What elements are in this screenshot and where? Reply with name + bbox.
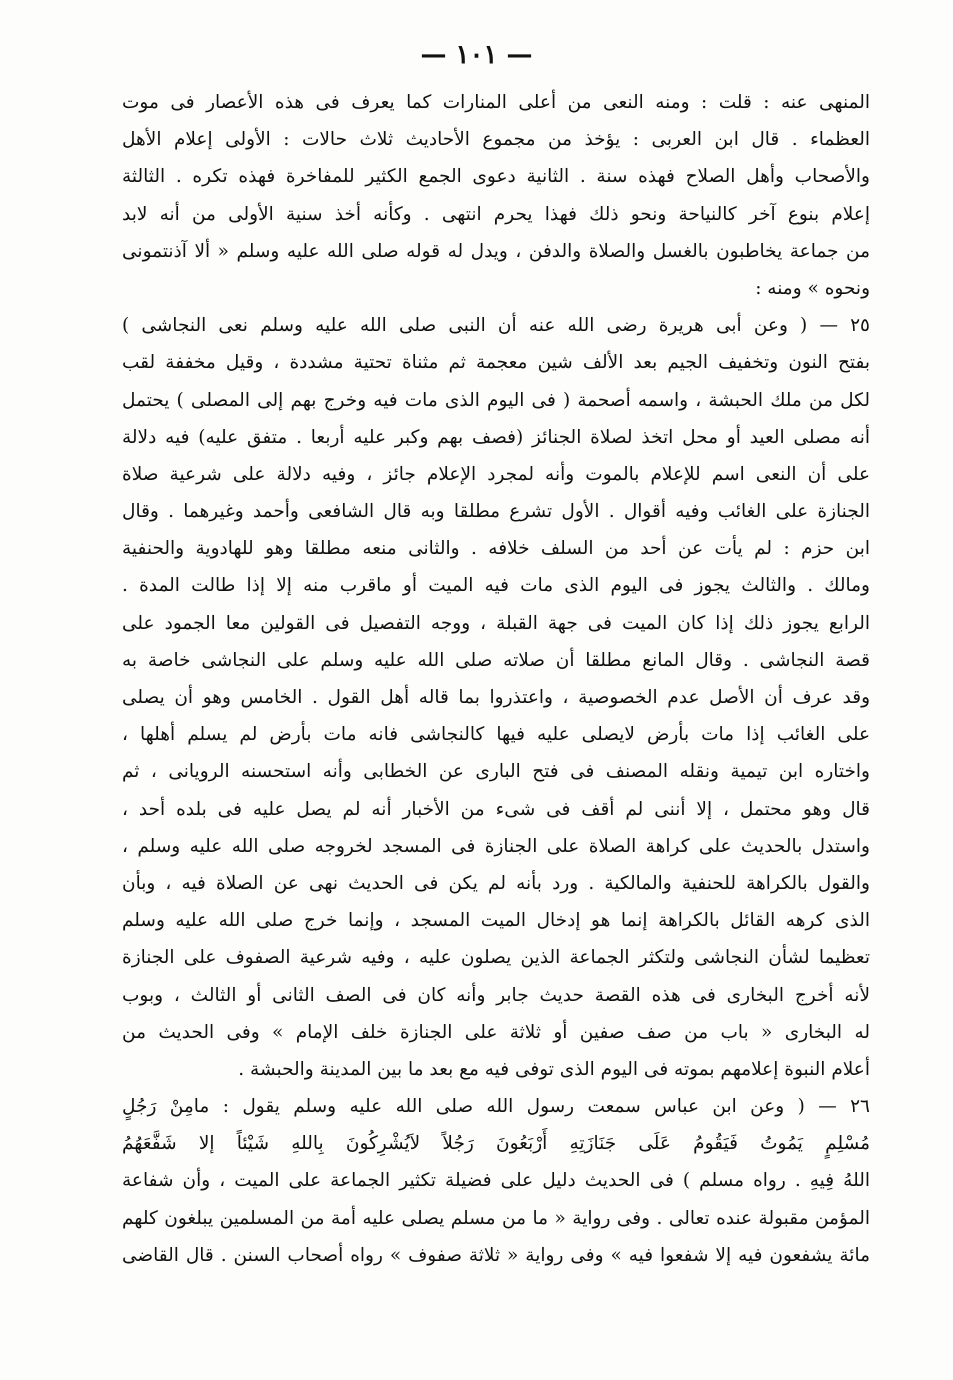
text-line: وقد عرف أن الأصل عدم الخصوصية ، واعتذروا بما قاله أهل القول . الخامس وهو أن يصلى [122,687,870,708]
text-line: الذى كرهه القائل بالكراهة إنما هو إدخال الميت المسجد ، وإنما خرج صلى الله عليه وسلم [122,910,870,932]
text-line: اللهُ فِيهِ . رواه مسلم ) فى الحديث دليل على فضيلة تكثير الجماعة على الميت ، وأن شفاعة [122,1170,870,1192]
text-line: ٢٦ — ( وعن ابن عباس سمعت رسول الله صلى الله عليه وسلم يقول : مامِنْ رَجُلٍ [122,1096,870,1118]
page-number: — ١٠١ — [420,40,533,70]
text-line: واستدل بالحديث على كراهة الصلاة على الجنازة فى المسجد لخروجه صلى الله عليه وسلم ، [122,835,870,857]
text-line: من جماعة يخاطبون بالغسل والصلاة والدفن ، ويدل له قوله صلى الله عليه وسلم « ألا آذنتمونى [122,240,870,262]
text-line: إعلام بنوع آخر كالنياحة ونحو ذلك فهذا يحرم انتهى . وكأنه أخذ سنية الأولى من أنه لابد [122,203,870,225]
text-line: الرابع يجوز ذلك إذا كان الميت فى جهة القبلة ، ووجه التفصيل فى القولين معا الجمود على [122,612,870,634]
text-line: والقول بالكراهة للحنفية والمالكية . ورد بأنه لم يكن فى الحديث نهى عن الصلاة فيه ، وبأن [122,872,870,894]
text-line: ٢٥ — ( وعن أبى هريرة رضى الله عنه أن النبى صلى الله عليه وسلم نعى النجاشى ) [122,315,870,337]
text-line: ابن حزم : لم يأت عن أحد من السلف خلافه . والثانى منعه مطلقا وهو للهادوية والحنفية [122,538,870,560]
text-line: واختاره ابن تيمية ونقله المصنف فى فتح البارى عن الخطابى وأنه استحسنه الرويانى ، ثم [122,761,870,783]
text-line: مائة يشفعون فيه إلا شفعوا فيه » وفى رواية « ثلاثة صفوف » رواه أصحاب السنن . قال القاضى [122,1244,870,1266]
text-line: له البخارى « باب من صف صفين أو ثلاثة على الجنازة خلف الإمام » وفى الحديث من [122,1021,870,1043]
text-line: على الغائب إذا مات بأرض لايصلى عليه فيها كالنجاشى فانه مات بأرض لم يسلم أهلها ، [122,724,870,746]
text-body [122,84,870,1274]
text-line: بفتح النون وتخفيف الجيم بعد الألف شين معجمة ثم مثناة تحتية مشددة ، وقيل مخففة لقب [122,352,870,374]
text-line: قال وهو محتمل ، إلا أننى لم أقف فى شىء من الأخبار أنه لم يصل عليه فى بلده أحد ، [122,798,870,820]
text-line: تعظيما لشأن النجاشى ولتكثر الجماعة الذين يصلون عليه ، وفيه شرعية الصفوف على الجنازة [122,947,870,969]
text-line: والأصحاب وأهل الصلاح فهذه سنة . الثانية دعوى الجمع الكثير للمفاخرة فهذه تكره . الثالثة [122,166,870,188]
text-line: ونحوه » ومنه : [755,277,870,299]
text-line: على أن النعى اسم للإعلام بالموت وأنه لمجرد الإعلام جائز ، وفيه دلالة على شرعية صلاة [122,463,870,485]
text-line: قصة النجاشى . وقال المانع مطلقا أن صلاته صلى الله عليه وسلم على النجاشى خاصة به [122,649,870,671]
text-line: المنهى عنه : قلت : ومنه النعى من أعلى المنارات كما يعرف فى هذه الأعصار فى موت [122,92,870,113]
text-line: لكل من ملك الحبشة ، واسمه أصحمة ( فى اليوم الذى مات فيه وخرج بهم إلى المصلى ) يحتمل [122,389,870,411]
text-line: العظماء . قال ابن العربى : يؤخذ من مجموع الأحاديث ثلاث حالات : الأولى إعلام الأهل [122,129,870,151]
text-line: لأنه أخرج البخارى فى هذه القصة حديث جابر وأنه كان فى الصف الثانى أو الثالث ، وبوب [122,984,870,1006]
text-line: أنه مصلى العيد أو محل اتخذ لصلاة الجنائز (فصف بهم وكبر عليه أربعا . متفق عليه) فيه دلالة [122,426,870,448]
text-line: أعلام النبوة إعلامهم بموته فى اليوم الذى توفى فيه مع بعد ما بين المدينة والحبشة . [238,1058,870,1080]
text-line: مُسْلِمٍ يَمُوتُ فَيَقُومُ عَلَى جَنَازَتِهِ أَرْبَعُونَ رَجُلاً لاَيُشْرِكُونَ بِاللهِ شَيْئاً إلا شَفَّعَهُمُ [122,1133,870,1155]
text-line: المؤمن مقبولة عنده تعالى . وفى رواية « ما من مسلم يصلى عليه أمة من المسلمين يبلغون كلهم [122,1207,870,1229]
text-line: ومالك . والثالث يجوز فى اليوم الذى مات فيه الميت أو ماقرب منه إلا إذا طالت المدة . [122,575,870,597]
text-line: الجنازة على الغائب وفيه أقوال . الأول تشرع مطلقا وبه قال الشافعى وأحمد وغيرهما . وقال [122,501,870,523]
